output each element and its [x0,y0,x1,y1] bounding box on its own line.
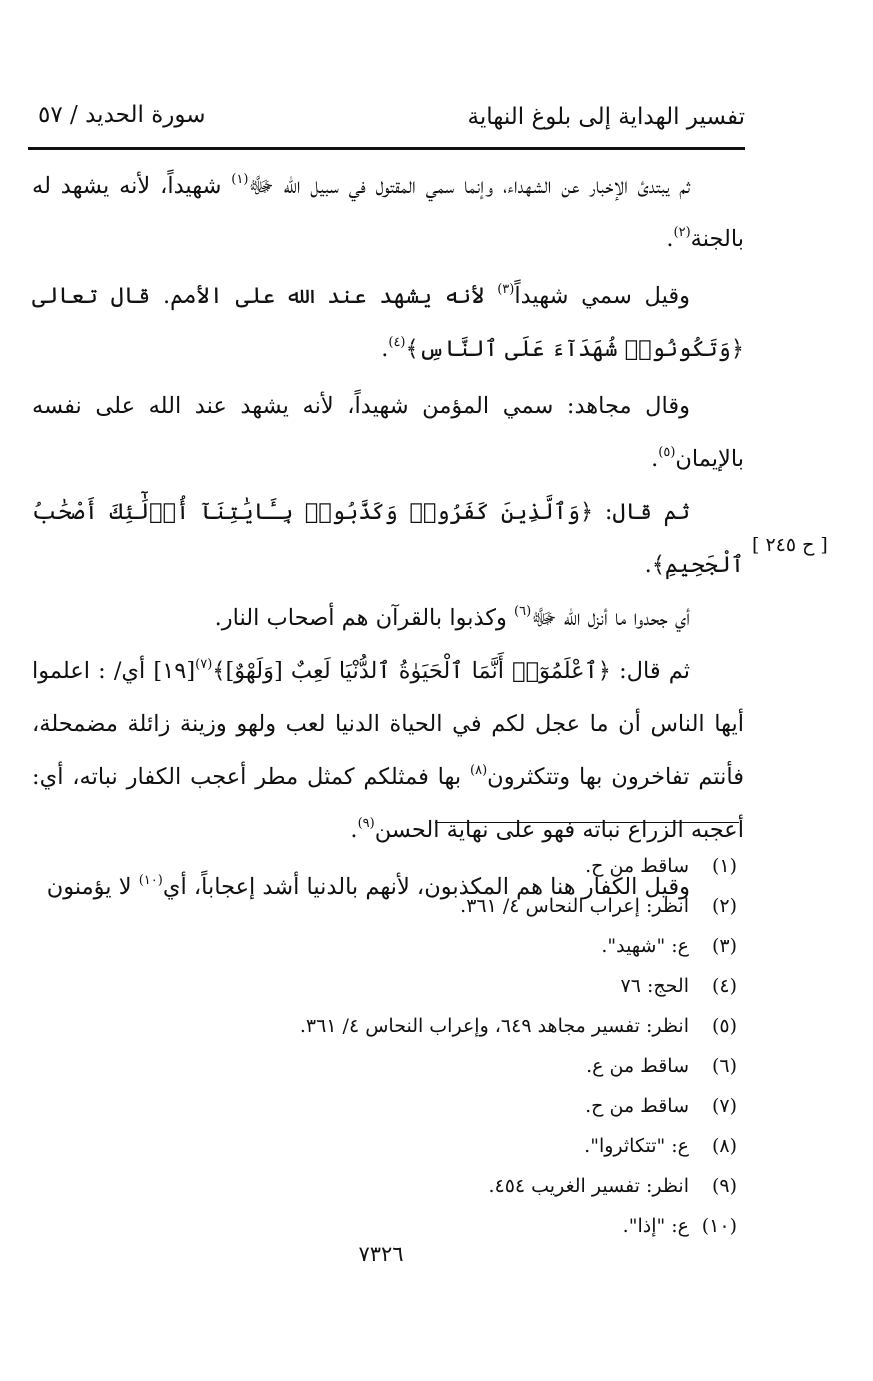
page-number: ٧٣٢٦ [358,1242,404,1266]
paragraph [32,592,744,645]
footnote-text: انظر: تفسير مجاهد ٦٤٩، وإعراب النحاس ٤/ ٣٦١. [299,1015,689,1037]
footnotes [177,846,737,1246]
footnote-number: (٢) [711,895,737,917]
quran-verse: ثم قال: ﴿ٱعْلَمُوٓا۟ أَنَّمَا ٱلْحَيَوٰةُ ٱلدُّنْيَا لَعِبٌ [وَلَهْوٌ]﴾ [212,658,691,684]
paragraph-text: شهيداً، لأنه يشهد له بالجنة [32,173,744,252]
paragraph-text: . [350,817,358,843]
footnote-ref: (٦) [514,603,532,619]
paragraph-text: أي جحدوا ما أنزل الله ﷻ [531,605,690,631]
footnote-number: (٤) [711,975,737,997]
footnote-item [177,1126,737,1166]
paragraph-text: . [381,336,389,362]
footnote-number: (٧) [711,1095,737,1117]
paragraph-text: لا يؤمنون [46,874,139,900]
footnote-text: انظر: تفسير الغريب ٤٥٤. [488,1175,689,1197]
paragraph-text: وكذبوا بالقرآن هم أصحاب النار. [214,605,514,631]
paragraph-text: [١٩] أي/ : اعلموا أيها الناس أن ما عجل لكم في الحياة الدنيا لعب ولهو وزينة زائلة مضمحلة، فأنتم تفاخرون بها وتتكثرون [32,658,744,790]
header-divider [28,147,745,150]
paragraph [32,486,744,592]
paragraph-text: . [651,446,659,472]
paragraph [32,270,744,376]
footnote-ref: (٤) [388,334,406,350]
footnote-divider [435,822,739,823]
surah-reference: سورة الحديد / ٥٧ [38,102,206,128]
footnote-ref: (٨) [470,762,488,778]
main-text [32,160,744,914]
footnote-ref: (٩) [357,815,375,831]
paragraph-text: وقال مجاهد: سمي المؤمن شهيداً، لأنه يشهد عند الله على نفسه بالإيمان [32,393,744,472]
footnote-item [177,846,737,886]
footnote-text: ع: "شهيد". [601,935,689,957]
manuscript-margin-note: [ ح ٢٤٥ ] [752,534,828,556]
footnote-number: (١) [711,855,737,877]
quran-verse: ثم قال: ﴿وَٱلَّذِينَ كَفَرُوا۟ وَكَذَّبُوا۟ بِـَٔايَٰتِنَآ أُو۟لَٰٓئِكَ أَصْحَٰبُ ٱلْجَحِيمِ﴾. [32,499,744,578]
footnote-text: ع: "إذا". [622,1215,689,1237]
footnote-ref: (١٠) [138,872,163,888]
footnote-ref: (٧) [195,656,213,672]
footnote-item [177,1046,737,1086]
footnote-text: ساقط من ح. [585,855,689,877]
footnote-number: (١٠) [701,1215,737,1237]
footnote-text: الحج: ٧٦ [620,975,689,997]
footnote-item [177,1166,737,1206]
footnote-ref: (٥) [658,444,676,460]
paragraph [32,645,744,857]
paragraph-text: . [666,226,674,252]
footnote-ref: (٣) [497,281,515,297]
paragraph-text: ثم يبتدئ الإخبار عن الشهداء، وإنما سمي المقتول في سبيل الله ﷻ [248,173,691,199]
footnote-item [177,926,737,966]
footnote-number: (٥) [711,1015,737,1037]
footnote-item [177,966,737,1006]
footnote-text: ساقط من ع. [586,1055,689,1077]
footnote-item [177,886,737,926]
paragraph-text: وقيل سمي شهيداً [514,283,691,309]
footnote-number: (٨) [711,1135,737,1157]
footnote-text: ساقط من ح. [585,1095,689,1117]
footnote-item [177,1006,737,1046]
book-title: تفسير الهداية إلى بلوغ النهاية [467,104,745,130]
footnote-item [177,1206,737,1246]
quran-verse: لأنه يشهد عند الله على الأمم. قال تعالى ﴿وَتَكُونُوا۟ شُهَدَآءَ عَلَى ٱلنَّاسِ﴾ [32,283,744,362]
footnote-text: انظر: إعراب النحاس ٤/ ٣٦١. [460,895,689,917]
footnote-text: ع: "تتكاثروا". [584,1135,689,1157]
footnote-number: (٣) [711,935,737,957]
footnote-number: (٩) [711,1175,737,1197]
paragraph-text: بها فمثلكم كمثل مطر أعجب الكفار نباته، أي: أعجبه الزراع نباته فهو على نهاية الحسن [32,764,744,843]
paragraph [32,160,744,266]
paragraph [32,380,744,486]
footnote-ref: (٢) [673,224,691,240]
footnote-number: (٦) [711,1055,737,1077]
footnote-ref: (١) [231,171,249,187]
paragraph-text: وقيل الكفار هنا هم المكذبون، لأنهم بالدنيا أشد إعجاباً، أي [162,874,690,900]
running-header [28,96,745,146]
footnote-item [177,1086,737,1126]
